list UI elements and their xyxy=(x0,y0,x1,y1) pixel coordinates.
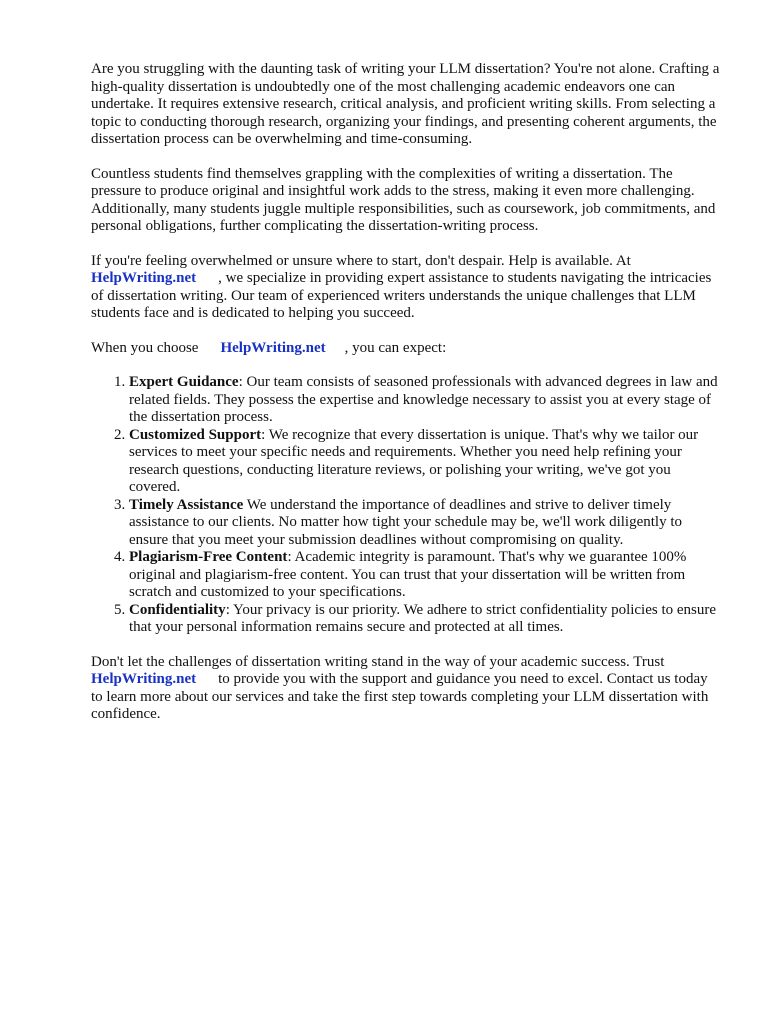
benefit-description: : Academic integrity is paramount. That's why we guarantee 100% original and plagiarism-free content. You can trust that your dissertation will be written from scratch and customized to your specifications. xyxy=(129,549,687,600)
closing-text-before: Don't let the challenges of dissertation writing stand in the way of your academic success. Trust xyxy=(91,653,665,670)
intro-paragraph-1: Are you struggling with the daunting task of writing your LLM dissertation? You're not alone. Crafting a high-quality dissertation is undoubtedly one of the most challenging academic endeavors one can undertake. It requires extensive research, critical analysis, and proficient writing skills. From selecting a topic to conducting thorough research, organizing your findings, and presenting coherent arguments, the dissertation process can be overwhelming and time-consuming. xyxy=(91,61,720,147)
benefit-term: Plagiarism-Free Content xyxy=(129,549,288,565)
choose-text-before: When you choose xyxy=(91,339,199,356)
benefit-term: Customized Support xyxy=(129,426,262,443)
benefit-item-confidentiality xyxy=(129,602,721,637)
benefit-item-customized-support xyxy=(129,427,721,497)
help-text-before: If you're feeling overwhelmed or unsure where to start, don't despair. Help is available. At xyxy=(91,252,631,269)
closing-paragraph xyxy=(91,654,721,724)
benefit-item-timely-assistance xyxy=(129,497,721,550)
choose-text-after: , you can expect: xyxy=(344,339,447,356)
intro-paragraph-2: Countless students find themselves grappling with the complexities of writing a dissertation. The pressure to produce original and insightful work adds to the stress, making it even more challenging. Additionally, many students juggle multiple responsibilities, such as coursework, job commitments, and personal obligations, further complicating the dissertation-writing process. xyxy=(91,165,716,234)
help-paragraph xyxy=(91,253,721,323)
benefit-term: Confidentiality xyxy=(129,601,226,618)
benefit-term: Timely Assistance xyxy=(129,496,244,513)
benefit-term: Expert Guidance xyxy=(129,374,239,390)
benefit-description: : Your privacy is our priority. We adhere to strict confidentiality policies to ensure that your personal information remains secure and protected at all times. xyxy=(129,601,717,635)
help-text-after: , we specialize in providing expert assistance to students navigating the intricacies of dissertation writing. Our team of experienced writers understands the unique challenges that LLM students face and is dedicated to helping you succeed. xyxy=(91,270,712,321)
helpwriting-link-2[interactable]: HelpWriting.net xyxy=(220,339,326,356)
helpwriting-link-3[interactable]: HelpWriting.net xyxy=(91,671,197,687)
closing-text-after: to provide you with the support and guidance you need to excel. Contact us today to learn more about our services and take the first step towards completing your LLM dissertation with confidence. xyxy=(91,671,709,722)
benefit-description: We understand the importance of deadlines and strive to deliver timely assistance to our clients. No matter how tight your schedule may be, we'll work diligently to ensure that you meet your submission deadlines without compromising on quality. xyxy=(129,496,683,548)
benefit-item-expert-guidance xyxy=(129,374,721,427)
benefit-description: : We recognize that every dissertation is unique. That's why we tailor our services to meet your specific needs and requirements. Whether you need help refining your research questions, conducting literature reviews, or polishing your writing, we've got you covered. xyxy=(129,426,699,495)
helpwriting-link-1[interactable]: HelpWriting.net xyxy=(91,270,197,286)
benefit-item-plagiarism-free xyxy=(129,549,721,602)
choose-paragraph xyxy=(91,340,721,358)
document-body xyxy=(91,61,721,741)
benefits-list xyxy=(91,374,721,637)
benefit-description: : Our team consists of seasoned professionals with advanced degrees in law and related fields. They possess the expertise and knowledge necessary to assist you at every stage of the dissertation process. xyxy=(129,374,718,425)
